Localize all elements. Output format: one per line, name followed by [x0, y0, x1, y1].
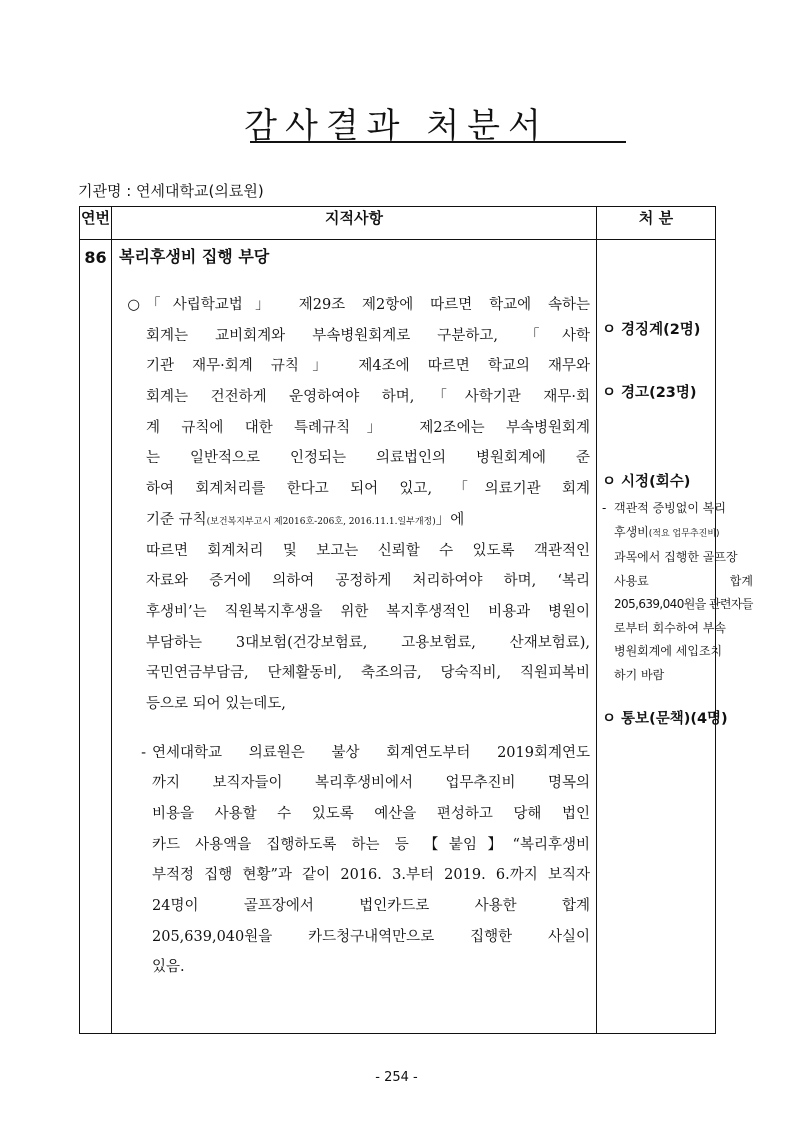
agency-line: 기관명 : 연세대학교(의료원)	[78, 182, 264, 200]
text-line: 카드 사용액을 집행하도록 하는 등 【붙임】“복리후생비	[152, 836, 590, 853]
table-row	[80, 240, 716, 1034]
action-correction: ㅇ 시정(회수)	[602, 474, 691, 490]
paragraph-lines	[146, 290, 596, 720]
action-warning: ㅇ 경고(23명)	[602, 385, 697, 401]
text-line: 하여 회계처리를 한다고 되어 있고, 「의료기관 회계	[146, 481, 590, 498]
detail-line	[614, 521, 753, 547]
detail-line: 205,639,040원을 관련자들	[614, 597, 753, 611]
text-line: 는 일반적으로 인정되는 의료법인의 병원회계에 준	[146, 450, 590, 467]
action-notice: ㅇ 통보(문책)(4명)	[602, 711, 728, 727]
text-line: 기관 재무·회계 규칙」 제4조에 따르면 학교의 재무와	[146, 358, 590, 375]
case-number: 86	[80, 240, 112, 1034]
text-line: 계 규칙에 대한 특례규칙」 제2조에는 부속병원회계	[146, 419, 590, 436]
title-underline	[250, 141, 626, 143]
citation-note: (보건복지부고시 제2016호-206호, 2016.11.1.일부개정)	[206, 516, 436, 527]
text-line	[146, 505, 590, 536]
detail-line: 객관적 증빙없이 복리	[614, 501, 726, 515]
document-title: 감사결과 처분서	[244, 106, 549, 146]
header-action: 처 분	[597, 207, 716, 240]
paragraph-lines	[152, 738, 596, 984]
dash-mark: -	[602, 501, 607, 515]
detail-line: 하기 바람	[614, 667, 665, 682]
text-line: 연세대학교 의료원은 불상 회계연도부터 2019회계연도	[152, 744, 590, 761]
action-light-discipline: ㅇ 경징계(2명)	[602, 322, 701, 338]
finding-paragraph-1	[112, 290, 596, 720]
text-line: 부적정 집행 현황”과 같이 2016. 3.부터 2019. 6.까지 보직자	[152, 867, 590, 884]
header-no: 연번	[80, 207, 112, 240]
text-segment: 기준 규칙	[146, 511, 207, 528]
header-findings: 지적사항	[112, 207, 597, 240]
action-cell	[597, 240, 753, 1034]
detail-line: 사용료 합계	[614, 573, 753, 588]
finding-paragraph-2	[112, 738, 596, 984]
text-line: 205,639,040원을 카드청구내역만으로 집행한 사실이	[152, 928, 590, 945]
text-line: 24명이 골프장에서 법인카드로 사용한 합계	[152, 898, 590, 915]
text-line: 등으로 되어 있는데도,	[146, 695, 286, 712]
detail-line: 병원회계에 세입조치	[614, 644, 723, 658]
detail-lines	[614, 497, 757, 687]
detail-line: 로부터 회수하여 부속	[614, 620, 726, 635]
case-title: 복리후생비 집행 부당	[119, 247, 270, 266]
audit-table	[79, 206, 753, 1034]
bullet-mark: ○	[127, 297, 140, 313]
page-number: - 254 -	[375, 1070, 418, 1085]
text-line: 국민연금부담금, 단체활동비, 축조의금, 당숙직비, 직원피복비	[146, 665, 590, 682]
text-line: 따르면 회계처리 및 보고는 신뢰할 수 있도록 객관적인	[146, 542, 590, 559]
table-header-row	[80, 207, 716, 240]
findings-cell	[112, 240, 597, 1034]
text-segment: 」에	[435, 511, 465, 528]
text-line: 까지 보직자들이 복리후생비에서 업무추진비 명목의	[152, 775, 590, 792]
text-line: 회계는 교비회계와 부속병원회계로 구분하고, 「사학	[146, 327, 590, 344]
detail-note: (적요 업무추진비)	[648, 528, 720, 539]
text-line: 비용을 사용할 수 있도록 예산을 편성하고 당해 법인	[152, 806, 590, 822]
text-line: 회계는 건전하게 운영하여야 하며,「사학기관 재무·회	[146, 389, 590, 406]
text-line: 자료와 증거에 의하여 공정하게 처리하여야 하며, ‘복리	[146, 573, 590, 590]
dash-mark: -	[141, 744, 146, 761]
text-segment: 후생비	[614, 524, 649, 539]
detail-line: 과목에서 집행한 골프장	[614, 550, 738, 564]
text-line: 있음.	[152, 959, 185, 976]
text-line: 후생비’는 직원복지후생을 위한 복지후생적인 비용과 병원이	[146, 603, 590, 620]
text-line: 「사립학교법」 제29조 제2항에 따르면 학교에 속하는	[146, 297, 590, 313]
action-correction-detail	[602, 497, 753, 687]
text-line: 부담하는 3대보험(건강보험료, 고용보험료, 산재보험료),	[146, 634, 590, 651]
